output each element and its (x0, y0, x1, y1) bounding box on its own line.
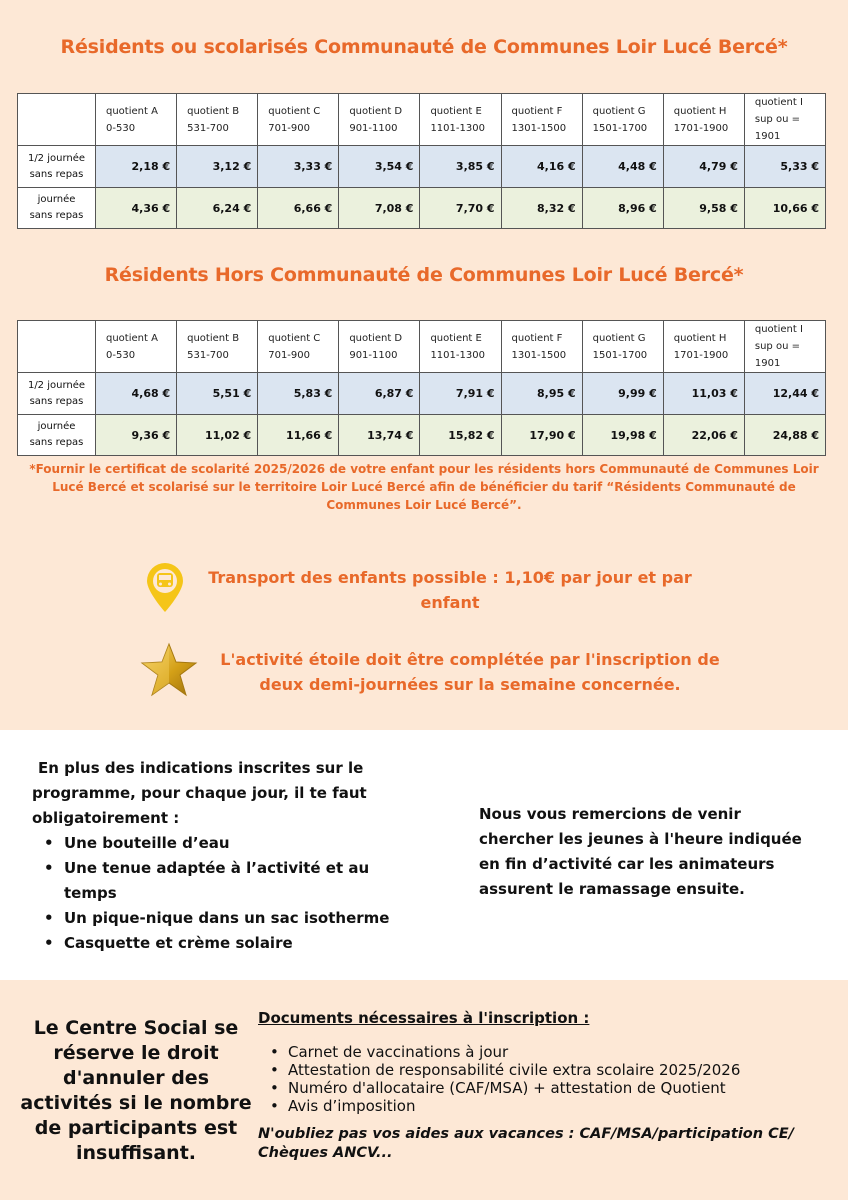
bring-item (32, 856, 422, 906)
row-label-line-1: journée (37, 421, 76, 432)
quotient-header (96, 94, 177, 146)
price-cell: 3,85 € (420, 146, 501, 188)
quotient-header (582, 321, 663, 373)
price-cell: 13,74 € (339, 415, 420, 456)
bus-location-pin-icon (143, 562, 187, 614)
price-cell: 3,33 € (258, 146, 339, 188)
pickup-line-1: Nous vous remercions de venir (479, 805, 741, 823)
quotient-header (582, 94, 663, 146)
table-residents (17, 93, 826, 229)
row-label-line-2: sans repas (29, 395, 84, 407)
reserve-line-6: insuffisant. (75, 1142, 197, 1164)
price-cell: 4,48 € (582, 146, 663, 188)
quotient-range: 531-700 (187, 349, 229, 361)
price-cell: 11,66 € (258, 415, 339, 456)
quotient-range: 1101-1300 (430, 349, 485, 361)
quotient-header (744, 321, 825, 373)
price-cell: 3,54 € (339, 146, 420, 188)
price-cell: 15,82 € (420, 415, 501, 456)
row-label-line-2: sans repas (29, 168, 84, 180)
reserve-line-5: de participants est (34, 1117, 238, 1139)
price-cell: 5,33 € (744, 146, 825, 188)
price-cell: 7,91 € (420, 373, 501, 415)
quotient-range: 701-900 (268, 349, 311, 361)
quotient-name: quotient E (430, 332, 482, 344)
price-cell: 7,08 € (339, 188, 420, 229)
bring-item-2b: temps (64, 884, 117, 902)
document-item: • Attestation de responsabilité civile extra scolaire 2025/2026 (258, 1061, 828, 1079)
price-cell: 24,88 € (744, 415, 825, 456)
quotient-range: 1301-1500 (511, 122, 567, 134)
price-cell: 9,99 € (582, 373, 663, 415)
transport-info (190, 565, 710, 615)
quotient-range: 1301-1500 (511, 349, 567, 361)
row-label (18, 373, 96, 415)
quotient-header (96, 321, 177, 373)
star-line-2: deux demi-journées sur la semaine concernée. (259, 675, 681, 694)
quotient-header (339, 94, 420, 146)
document-item: • Carnet de vaccinations à jour (258, 1043, 828, 1061)
quotient-name: quotient G (592, 105, 646, 117)
row-label-line-1: 1/2 journée (27, 379, 86, 391)
row-label (18, 146, 96, 188)
pickup-notice (479, 802, 824, 902)
price-cell: 6,24 € (177, 188, 258, 229)
pickup-line-4: assurent le ramassage ensuite. (479, 880, 745, 898)
transport-line-2: enfant (420, 593, 480, 612)
quotient-name: quotient I (754, 97, 803, 108)
table-hors-residents (17, 320, 826, 456)
quotient-range: 1501-1700 (592, 349, 648, 361)
documents-title: Documents nécessaires à l'inscription : (258, 1009, 590, 1027)
pickup-line-2: chercher les jeunes à l'heure indiquée (479, 830, 802, 848)
quotient-header (258, 321, 339, 373)
price-cell: 5,51 € (177, 373, 258, 415)
table-row (18, 373, 826, 415)
star-activity-info (205, 647, 735, 697)
price-cell: 17,90 € (501, 415, 582, 456)
aid-reminder-1: N'oubliez pas vos aides aux vacances : CAF/MSA/participation CE/ (258, 1126, 794, 1142)
row-label-line-2: sans repas (29, 437, 84, 448)
quotient-range: 0-530 (106, 122, 136, 134)
price-cell: 3,12 € (177, 146, 258, 188)
quotient-name: quotient A (106, 105, 158, 117)
quotient-name: quotient D (349, 332, 403, 344)
row-label-line-1: 1/2 journée (27, 152, 86, 164)
bring-intro-1: En plus des indications inscrites sur le (38, 759, 364, 777)
quotient-name: quotient B (187, 332, 240, 344)
table-row (18, 415, 826, 456)
quotient-header (177, 94, 258, 146)
price-cell: 9,36 € (96, 415, 177, 456)
price-cell: 4,36 € (96, 188, 177, 229)
footnote: *Fournir le certificat de scolarité 2025/2026 de votre enfant pour les résidents hors Communauté de Communes Loir Lucé Bercé et scolarisé sur le territoire Loir Lucé Bercé afin de bénéficier du tarif “Résidents Communauté de Communes Loir Lucé Bercé”. (29, 462, 819, 512)
reserve-line-2: réserve le droit (53, 1042, 219, 1064)
quotient-name: quotient C (268, 105, 321, 117)
quotient-range: 901-1100 (349, 122, 398, 134)
price-cell: 4,79 € (663, 146, 744, 188)
quotient-name: quotient A (106, 332, 158, 344)
quotient-range: 531-700 (187, 122, 229, 134)
document-item: • Numéro d'allocataire (CAF/MSA) + attestation de Quotient (258, 1079, 828, 1097)
price-cell: 7,70 € (420, 188, 501, 229)
title-residents: Résidents ou scolarisés Communauté de Communes Loir Lucé Bercé* (60, 36, 788, 58)
quotient-range: 901-1100 (349, 349, 398, 361)
pickup-line-3: en fin d’activité car les animateurs (479, 855, 775, 873)
quotient-name: quotient C (268, 332, 321, 344)
quotient-header (339, 321, 420, 373)
quotient-header (501, 94, 582, 146)
quotient-header (501, 321, 582, 373)
price-cell: 4,16 € (501, 146, 582, 188)
aid-reminder-2: Chèques ANCV... (258, 1145, 393, 1161)
row-label-line-1: journée (37, 194, 76, 205)
row-label-line-2: sans repas (29, 210, 84, 221)
header-corner-cell (18, 321, 96, 373)
table-row (18, 188, 826, 229)
price-cell: 5,83 € (258, 373, 339, 415)
bring-item: • Une bouteille d’eau (32, 831, 422, 856)
bring-intro-3: obligatoirement : (32, 809, 180, 827)
aid-reminder (258, 1125, 828, 1163)
quotient-name: quotient F (511, 105, 563, 117)
title-hors-residents: Résidents Hors Communauté de Communes Loir Lucé Bercé* (104, 264, 744, 286)
documents-block (258, 1007, 828, 1163)
quotient-name: quotient F (511, 332, 563, 344)
bring-intro-2: programme, pour chaque jour, il te faut (32, 784, 367, 802)
price-cell: 4,68 € (96, 373, 177, 415)
quotient-range: 1701-1900 (673, 122, 729, 134)
price-cell: 8,95 € (501, 373, 582, 415)
bring-item: • Casquette et crème solaire (32, 931, 422, 956)
price-cell: 11,03 € (663, 373, 744, 415)
star-line-1: L'activité étoile doit être complétée par l'inscription de (220, 650, 720, 669)
price-cell: 8,32 € (501, 188, 582, 229)
table-header-row (18, 321, 826, 373)
quotient-header (177, 321, 258, 373)
quotient-header (744, 94, 825, 146)
quotient-name: quotient D (349, 105, 403, 117)
price-cell: 19,98 € (582, 415, 663, 456)
quotient-header (258, 94, 339, 146)
quotient-header (663, 94, 744, 146)
transport-line-1: Transport des enfants possible : 1,10€ par jour et par (208, 568, 692, 587)
table-row (18, 146, 826, 188)
quotient-name: quotient H (673, 105, 727, 117)
quotient-range: 1501-1700 (592, 122, 648, 134)
quotient-header (420, 321, 501, 373)
price-cell: 22,06 € (663, 415, 744, 456)
reserve-line-1: Le Centre Social se (33, 1017, 239, 1039)
quotient-range: 1101-1300 (430, 122, 485, 134)
document-item: • Avis d’imposition (258, 1097, 828, 1115)
price-cell: 6,87 € (339, 373, 420, 415)
price-cell: 8,96 € (582, 188, 663, 229)
price-cell: 10,66 € (744, 188, 825, 229)
price-cell: 9,58 € (663, 188, 744, 229)
reserve-line-3: d'annuler des (63, 1067, 209, 1089)
quotient-name: quotient E (430, 105, 482, 117)
header-corner-cell (18, 94, 96, 146)
row-label (18, 415, 96, 456)
bring-item-2a: Une tenue adaptée à l’activité et au (64, 859, 370, 877)
quotient-range: 0-530 (106, 349, 136, 361)
bring-list (32, 756, 422, 956)
price-cell: 2,18 € (96, 146, 177, 188)
quotient-name: quotient B (187, 105, 240, 117)
bring-item: • Un pique-nique dans un sac isotherme (32, 906, 422, 931)
quotient-name: quotient H (673, 332, 727, 344)
quotient-range: sup ou = 1901 (754, 341, 800, 369)
quotient-name: quotient I (754, 324, 803, 335)
price-cell: 11,02 € (177, 415, 258, 456)
quotient-range: sup ou = 1901 (754, 114, 800, 142)
quotient-name: quotient G (592, 332, 646, 344)
quotient-header (420, 94, 501, 146)
star-icon (140, 642, 198, 698)
price-cell: 6,66 € (258, 188, 339, 229)
quotient-range: 1701-1900 (673, 349, 729, 361)
reserve-line-4: activités si le nombre (20, 1092, 252, 1114)
cancellation-notice (20, 1016, 252, 1166)
quotient-range: 701-900 (268, 122, 311, 134)
row-label (18, 188, 96, 229)
table-header-row (18, 94, 826, 146)
quotient-header (663, 321, 744, 373)
price-cell: 12,44 € (744, 373, 825, 415)
